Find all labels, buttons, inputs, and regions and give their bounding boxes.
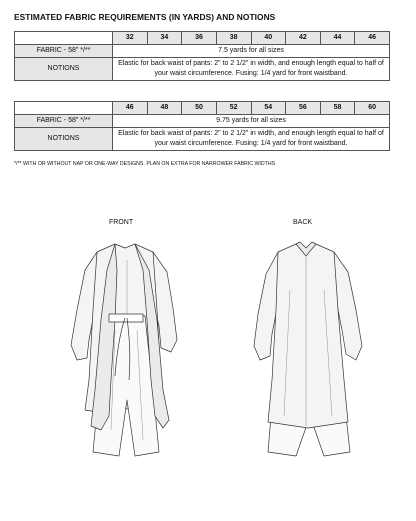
- size-cell: 52: [216, 102, 251, 115]
- size-cell: 48: [147, 102, 182, 115]
- size-cell: 44: [320, 32, 355, 45]
- size-header-row: [15, 102, 390, 115]
- notions-row: [15, 128, 390, 151]
- notions-label: NOTIONS: [15, 58, 113, 81]
- size-cell: 58: [320, 102, 355, 115]
- back-garment-illustration: [238, 230, 378, 460]
- notions-row: [15, 58, 390, 81]
- size-cell: 34: [147, 32, 182, 45]
- fabric-row: [15, 115, 390, 128]
- fabric-table-1: [14, 31, 390, 81]
- size-cell: 46: [113, 102, 148, 115]
- fabric-table-2: [14, 101, 390, 151]
- back-view-label: BACK: [293, 219, 313, 226]
- footnote: */** WITH OR WITHOUT NAP OR ONE-WAY DESIGNS. PLAN ON EXTRA FOR NARROWER FABRIC WIDTHS: [14, 161, 276, 167]
- size-cell: 56: [286, 102, 321, 115]
- notions-value: Elastic for back waist of pants: 2" to 2 1/2" in width, and enough length equal to half of your waist circumference. Fusing: 1/4 yard for front waistband.: [113, 58, 390, 81]
- notions-label: NOTIONS: [15, 128, 113, 151]
- size-cell: 60: [355, 102, 390, 115]
- size-header-row: [15, 32, 390, 45]
- waistband: [109, 314, 143, 322]
- front-garment-illustration: [55, 230, 195, 460]
- front-view-label: FRONT: [109, 219, 134, 226]
- fabric-label: FABRIC - 58" */**: [15, 45, 113, 58]
- size-cell: 46: [355, 32, 390, 45]
- size-cell: 40: [251, 32, 286, 45]
- fabric-value: 9.75 yards for all sizes: [113, 115, 390, 128]
- size-cell: 38: [216, 32, 251, 45]
- size-cell: 32: [113, 32, 148, 45]
- header-blank-cell: [15, 102, 113, 115]
- header-blank-cell: [15, 32, 113, 45]
- fabric-label: FABRIC - 58" */**: [15, 115, 113, 128]
- page-title: ESTIMATED FABRIC REQUIREMENTS (IN YARDS) AND NOTIONS: [14, 12, 276, 22]
- size-cell: 50: [182, 102, 217, 115]
- size-cell: 42: [286, 32, 321, 45]
- notions-value: Elastic for back waist of pants: 2" to 2 1/2" in width, and enough length equal to half of your waist circumference. Fusing: 1/4 yard for front waistband.: [113, 128, 390, 151]
- size-cell: 54: [251, 102, 286, 115]
- fabric-value: 7.5 yards for all sizes: [113, 45, 390, 58]
- size-cell: 36: [182, 32, 217, 45]
- fabric-row: [15, 45, 390, 58]
